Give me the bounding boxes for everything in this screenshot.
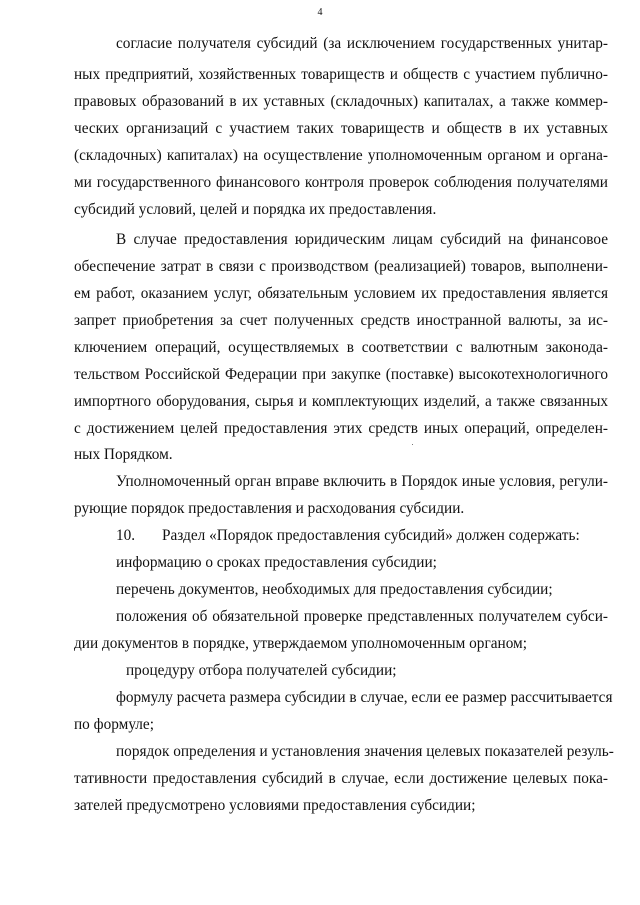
- text-line: В случае предоставления юридическим лицам субсидий на финансовое: [116, 231, 608, 248]
- text-line: зателей предусмотрено условиями предоставления субсидии;: [74, 797, 476, 814]
- text-line: запрет приобретения за счет полученных средств иностранной валюты, за ис-: [74, 312, 608, 329]
- scan-speck: [412, 444, 413, 445]
- text-line: информацию о сроках предоставления субсидии;: [116, 554, 437, 571]
- section-number: 10.: [116, 527, 136, 544]
- text-line: перечень документов, необходимых для предоставления субсидии;: [116, 581, 553, 598]
- text-line: положения об обязательной проверке представленных получателем субси-: [116, 608, 608, 625]
- text-line: по формуле;: [74, 716, 154, 733]
- text-line: порядок определения и установления значения целевых показателей резуль-: [116, 743, 614, 760]
- text-line: тельством Российской Федерации при закупке (поставке) высокотехнологичного: [74, 366, 608, 383]
- text-line: правовых образований в их уставных (складочных) капиталах, а также коммер-: [74, 93, 608, 110]
- text-line: процедуру отбора получателей субсидии;: [126, 662, 397, 679]
- text-line: ных предприятий, хозяйственных товариществ и обществ с участием публично-: [74, 66, 608, 83]
- text-line: ключением операций, осуществляемых в соответствии с валютным законода-: [74, 339, 608, 356]
- text-line: ем работ, оказанием услуг, обязательным условием их предоставления является: [74, 285, 608, 302]
- page-number: 4: [317, 7, 323, 18]
- text-line: дии документов в порядке, утверждаемом уполномоченным органом;: [74, 635, 527, 652]
- text-line: ных Порядком.: [74, 446, 173, 463]
- text-line: (складочных) капиталах) на осуществление уполномоченным органом и органа-: [74, 147, 608, 164]
- text-line: Уполномоченный орган вправе включить в Порядок иные условия, регули-: [116, 473, 608, 490]
- text-line: импортного оборудования, сырья и комплектующих изделий, а также связанных: [74, 393, 608, 410]
- text-line: рующие порядок предоставления и расходования субсидии.: [74, 500, 465, 517]
- text-line: ческих организаций с участием таких товариществ и обществ в их уставных: [74, 120, 608, 137]
- text-line: с достижением целей предоставления этих средств иных операций, определен-: [74, 420, 608, 437]
- text-line: тативности предоставления субсидий в случае, если достижение целевых пока-: [74, 770, 608, 787]
- text-line: формулу расчета размера субсидии в случае, если ее размер рассчитывается: [116, 689, 613, 706]
- text-line: субсидий условий, целей и порядка их предоставления.: [74, 201, 437, 218]
- text-line: Раздел «Порядок предоставления субсидий» должен содержать:: [162, 527, 580, 544]
- text-line: обеспечение затрат в связи с производством (реализацией) товаров, выполнени-: [74, 258, 608, 275]
- text-line: согласие получателя субсидий (за исключением государственных унитар-: [116, 35, 608, 52]
- text-line: ми государственного финансового контроля проверок соблюдения получателями: [74, 174, 608, 191]
